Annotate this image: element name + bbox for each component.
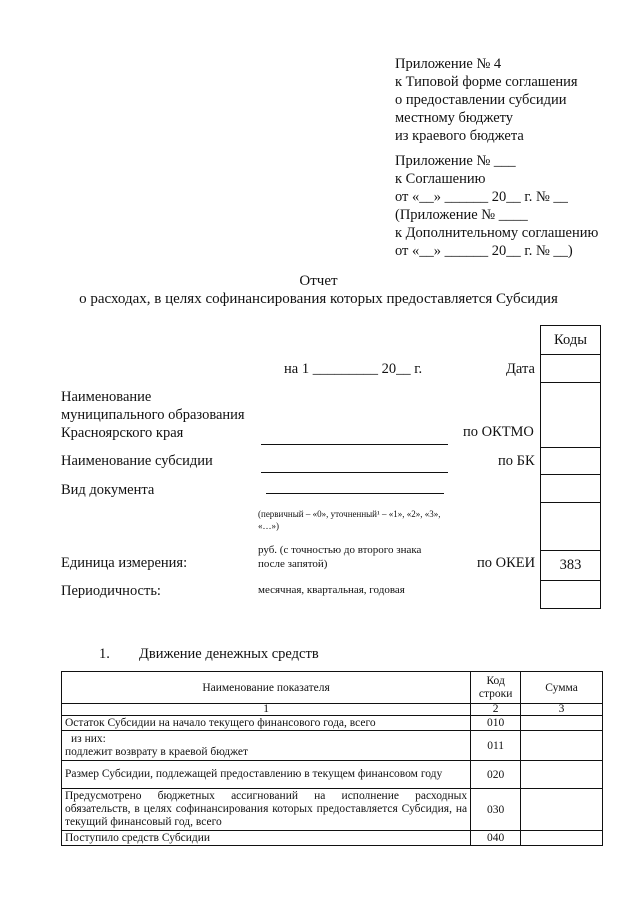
row-name: Остаток Субсидии на начало текущего финансового года, всего	[62, 716, 471, 731]
agreement-line: от «__» ______ 20__ г. № __	[395, 189, 568, 205]
agreement-line: к Соглашению	[395, 171, 486, 187]
row-sum[interactable]	[521, 831, 603, 846]
periodicity-code-cell[interactable]	[540, 581, 601, 609]
periodicity-value: месячная, квартальная, годовая	[258, 584, 405, 596]
header-sum: Сумма	[521, 672, 603, 704]
section-title: Движение денежных средств	[139, 646, 319, 662]
section-number: 1.	[99, 646, 110, 662]
row-name: Размер Субсидии, подлежащей предоставлению в текущем финансовом году	[62, 761, 471, 789]
row-name-line: из них:	[71, 732, 106, 745]
table-row	[62, 831, 603, 846]
report-title: Отчет	[299, 273, 338, 289]
doc-type-note: (первичный – «0», уточненный¹ – «1», «2», «3», «…»)	[258, 509, 441, 531]
annex-line: о предоставлении субсидии	[395, 92, 567, 108]
row-code: 020	[471, 761, 521, 789]
doc-type-field[interactable]	[266, 493, 444, 494]
bk-label: по БК	[498, 453, 535, 469]
row-code: 040	[471, 831, 521, 846]
row-code: 010	[471, 716, 521, 731]
municipality-label	[61, 388, 245, 442]
bk-code-cell[interactable]	[540, 448, 601, 475]
report-date-line: на 1 _________ 20__ г.	[284, 361, 423, 377]
unit-label: Единица измерения:	[61, 555, 188, 571]
col-number: 3	[521, 704, 603, 716]
annex-reference	[395, 55, 578, 145]
doc-type-code-cell[interactable]	[540, 475, 601, 503]
agreement-line: от «__» ______ 20__ г. № __)	[395, 243, 573, 259]
row-sum[interactable]	[521, 731, 603, 761]
agreement-line: к Дополнительному соглашению	[395, 225, 599, 241]
codes-column	[540, 325, 601, 609]
col-number: 1	[62, 704, 471, 716]
date-label: Дата	[506, 361, 535, 377]
doc-type-label: Вид документа	[61, 482, 155, 498]
codes-header: Коды	[540, 325, 601, 355]
header-indicator: Наименование показателя	[62, 672, 471, 704]
row-name	[62, 731, 471, 761]
annex-line: местному бюджету	[395, 110, 514, 126]
col-number: 2	[471, 704, 521, 716]
table-row	[62, 716, 603, 731]
unit-value: руб. (с точностью до второго знака после запятой)	[258, 544, 422, 570]
table-header-row	[62, 672, 603, 704]
okei-label: по ОКЕИ	[477, 555, 536, 571]
periodicity-label: Периодичность:	[61, 583, 161, 599]
agreement-line: Приложение № ___	[395, 153, 516, 169]
column-number-row	[62, 704, 603, 716]
table-row	[62, 761, 603, 789]
table-row	[62, 731, 603, 761]
report-subtitle: о расходах, в целях софинансирования которых предоставляется Субсидия	[79, 291, 558, 307]
annex-line: из краевого бюджета	[395, 128, 524, 144]
row-sum[interactable]	[521, 716, 603, 731]
oktmo-code-cell[interactable]	[540, 383, 601, 448]
annex-line: Приложение № 4	[395, 56, 502, 72]
oktmo-label: по ОКТМО	[463, 424, 534, 440]
header-row-code: Код строки	[471, 672, 521, 704]
municipality-label-line: Наименование	[61, 389, 152, 405]
empty-code-cell	[540, 503, 601, 551]
row-name: Предусмотрено бюджетных ассигнований на исполнение расходных обязательств, в целях софинансирования которых предоставляется Субсидия, на текущий финансовый год, всего	[62, 789, 471, 831]
municipality-label-line: муниципального образования	[61, 407, 245, 423]
row-sum[interactable]	[521, 789, 603, 831]
row-name: Поступило средств Субсидии	[62, 831, 471, 846]
row-code: 011	[471, 731, 521, 761]
municipality-label-line: Красноярского края	[61, 425, 184, 441]
subsidy-label: Наименование субсидии	[61, 453, 213, 469]
annex-line: к Типовой форме соглашения	[395, 74, 578, 90]
okei-code-cell: 383	[540, 551, 601, 581]
subsidy-field[interactable]	[261, 472, 448, 473]
agreement-line: (Приложение № ____	[395, 207, 528, 223]
agreement-reference	[395, 152, 598, 260]
table-row	[62, 789, 603, 831]
cash-flow-table	[61, 671, 603, 846]
date-code-cell[interactable]	[540, 355, 601, 383]
row-code: 030	[471, 789, 521, 831]
row-sum[interactable]	[521, 761, 603, 789]
municipality-field[interactable]	[261, 444, 448, 445]
row-name-line: подлежит возврату в краевой бюджет	[65, 745, 249, 758]
